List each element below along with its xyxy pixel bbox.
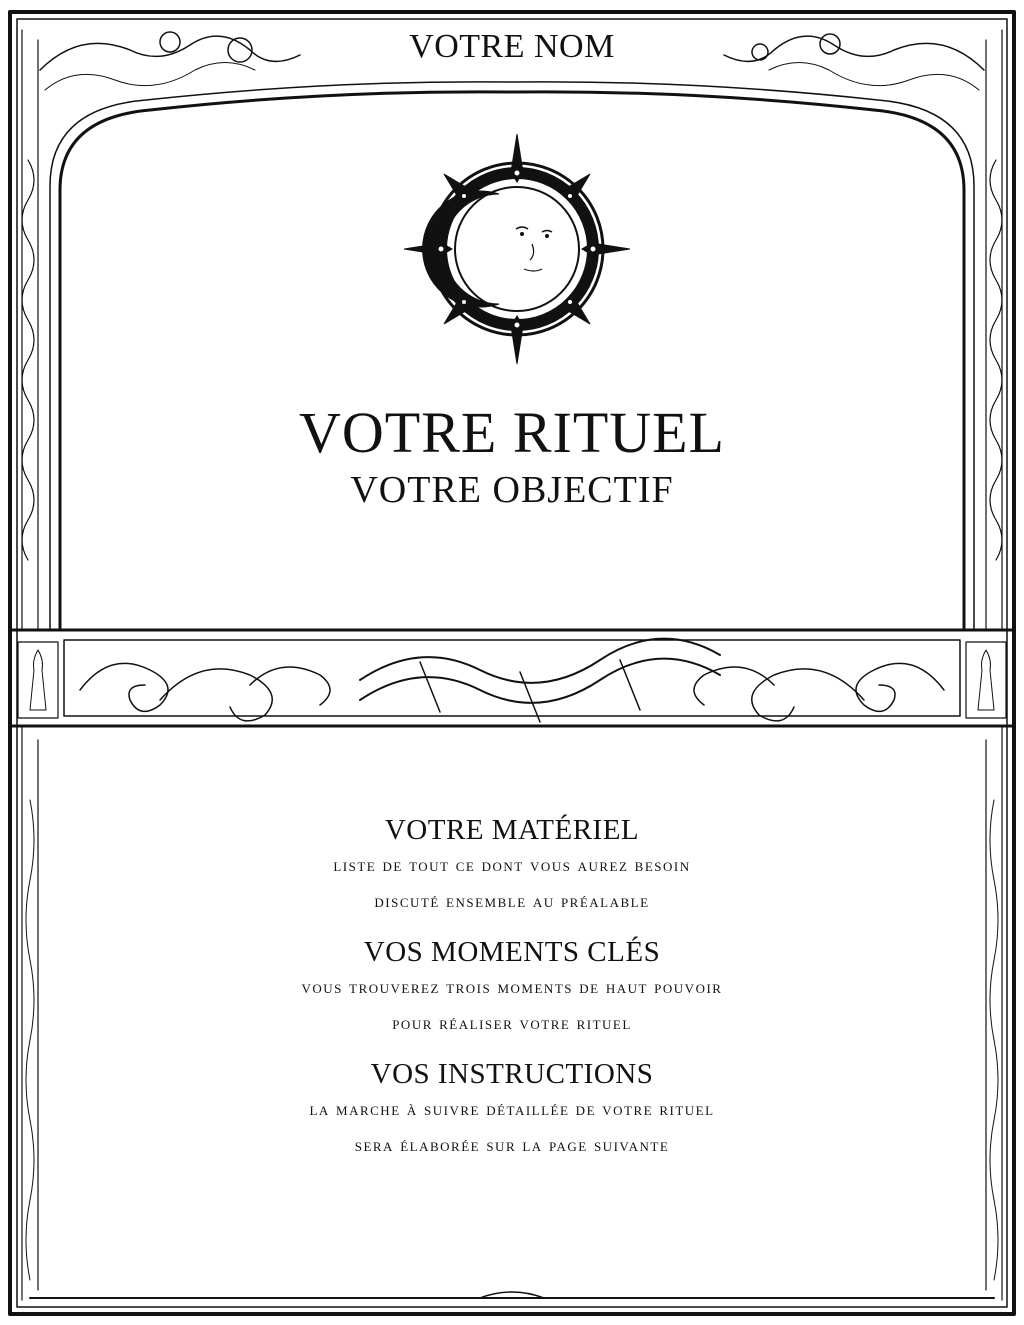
section-instructions (112, 1056, 912, 1164)
your-name-label: VOTRE NOM (409, 28, 615, 65)
section-line: liste de tout ce dont vous aurez besoin (333, 855, 691, 876)
section-line: sera élaborée sur la page suivante (354, 1135, 670, 1156)
ritual-title: VOTRE RITUEL (299, 400, 725, 465)
objective-subtitle: VOTRE OBJECTIF (350, 469, 674, 511)
title-block (212, 398, 812, 512)
section-line: la marche à suivre détaillée de votre rituel (309, 1099, 715, 1120)
compass-moon-icon (404, 134, 630, 364)
section-line: pour réaliser votre rituel (392, 1013, 632, 1034)
section-title: VOTRE MATÉRIEL (384, 814, 640, 846)
section-line: vous trouverez trois moments de haut pouvoir (301, 977, 723, 998)
section-materials (112, 812, 912, 920)
section-title: VOS INSTRUCTIONS (370, 1058, 654, 1090)
section-key-moments (112, 934, 912, 1042)
section-title: VOS MOMENTS CLÉS (363, 936, 661, 968)
sections-list (112, 812, 912, 1178)
section-line: discuté ensemble au préalable (374, 891, 650, 912)
